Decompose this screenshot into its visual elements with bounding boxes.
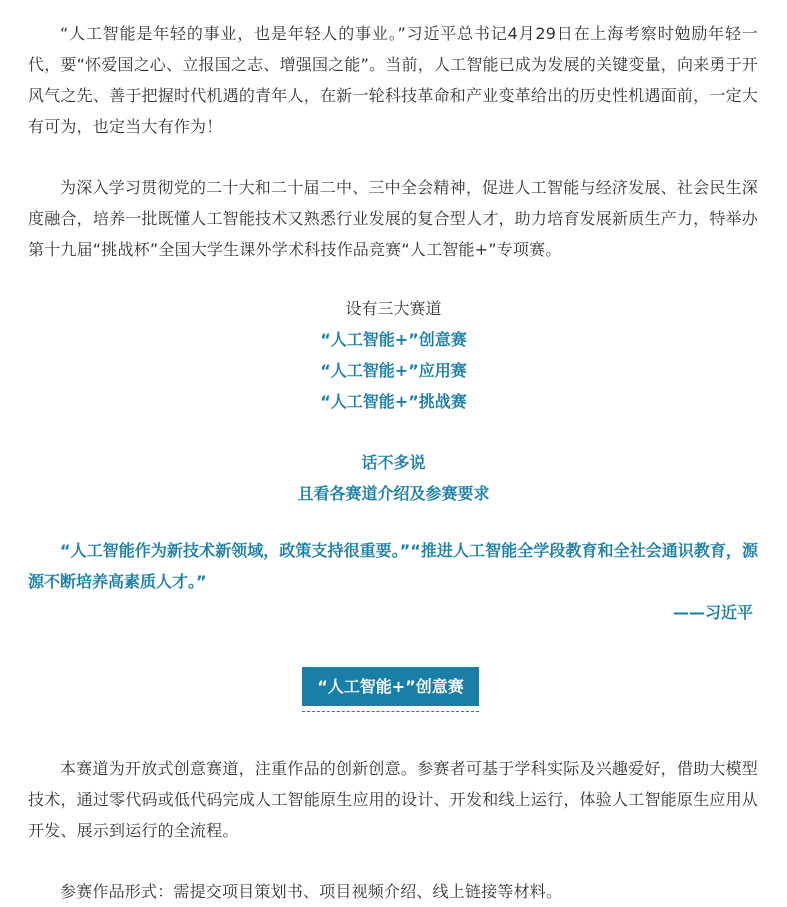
transition-line-1: 话不多说 bbox=[361, 453, 426, 472]
intro-paragraph-1: “人工智能是年轻的事业，也是年轻人的事业。”习近平总书记4月29日在上海考察时勉励年轻一代，要“怀爱国之心、立报国之志、增强国之能”。当前，人工智能已成为发展的关键变量，向来勇于开风气之先、善于把握时代机遇的青年人，在新一轮科技革命和产业变革给出的历史性机遇面前，一定大有可为，也定当大有作为！ bbox=[28, 24, 758, 136]
section-description: 本赛道为开放式创意赛道，注重作品的创新创意。参赛者可基于学科实际及兴趣爱好，借助大模型技术，通过零代码或低代码完成人工智能原生应用的设计、开发和线上运行，体验人工智能原生应用从开发、展示到运行的全流程。 bbox=[28, 759, 758, 840]
submission-format: 参赛作品形式：需提交项目策划书、项目视频介绍、线上链接等材料。 bbox=[60, 882, 563, 901]
track-item-creative: “人工智能+”创意赛 bbox=[320, 330, 467, 349]
transition-line-2: 且看各赛道介绍及参赛要求 bbox=[297, 484, 490, 503]
track-item-challenge: “人工智能+”挑战赛 bbox=[320, 392, 467, 411]
section-banner-creative: “人工智能+”创意赛 bbox=[302, 667, 479, 706]
tracks-heading: 设有三大赛道 bbox=[345, 299, 442, 318]
banner-divider bbox=[302, 711, 479, 712]
quote-attribution: ——习近平 bbox=[672, 603, 753, 622]
intro-paragraph-2: 为深入学习贯彻党的二十大和二十届二中、三中全会精神，促进人工智能与经济发展、社会民生深度融合，培养一批既懂人工智能技术又熟悉行业发展的复合型人才，助力培育发展新质生产力，特举办第十九届“挑战杯”全国大学生课外学术科技作品竞赛“人工智能+”专项赛。 bbox=[28, 178, 758, 259]
leader-quote: “人工智能作为新技术新领域，政策支持很重要。”“推进人工智能全学段教育和全社会通识教育，源源不断培养高素质人才。” bbox=[28, 541, 758, 591]
track-item-application: “人工智能+”应用赛 bbox=[320, 361, 467, 380]
